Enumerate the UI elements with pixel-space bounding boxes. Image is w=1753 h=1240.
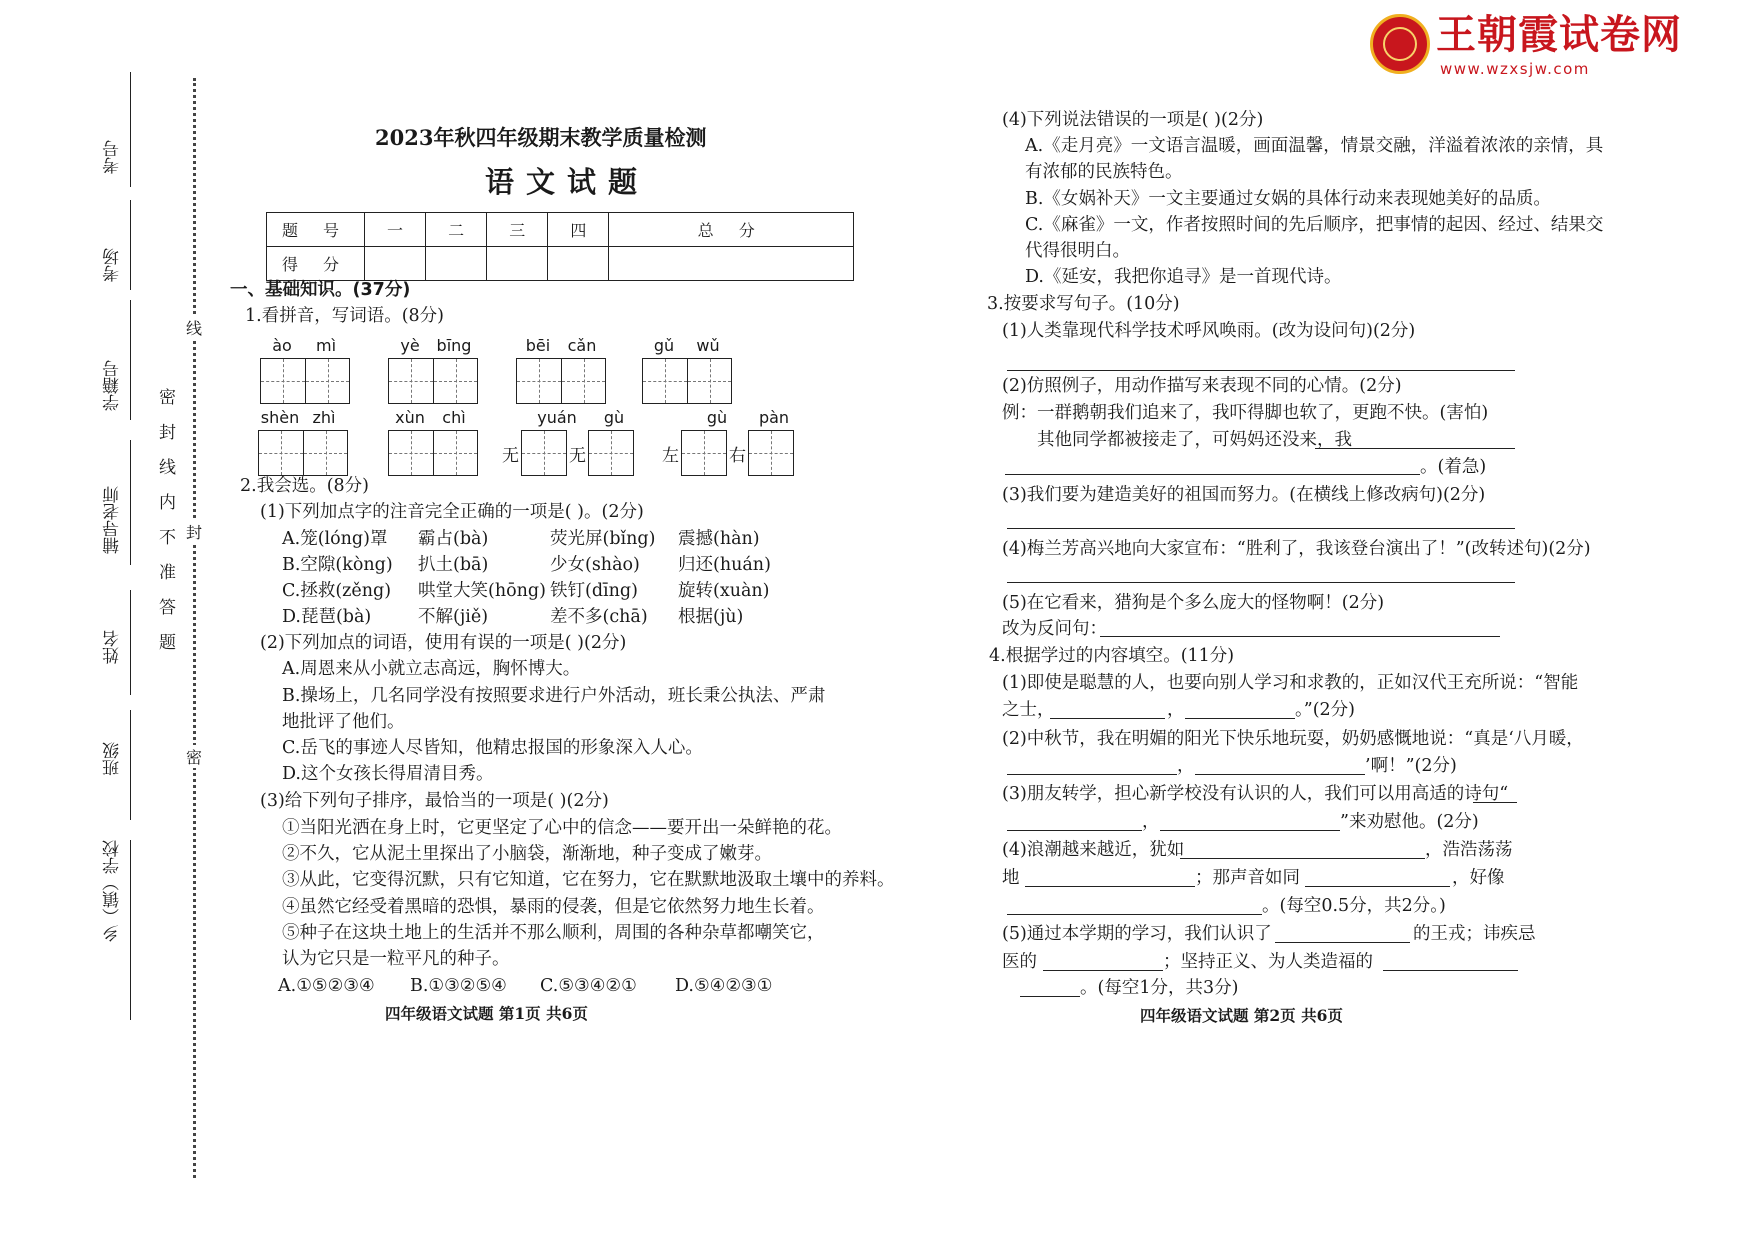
pinyin-item: yuán gù 无 无 [500,408,636,476]
writing-box[interactable] [259,431,303,475]
blank-text: ；坚持正义、为人类造福的 [1163,952,1373,972]
blank-text: 。”(2分) [1295,700,1355,720]
option-text: 代得很明白。 [1025,241,1130,261]
question-4-3: (3)朋友转学，担心新学校没有认识的人，我们可以用高适的诗句“ [1002,784,1509,804]
sentence-line: ②不久，它从泥土里探出了小脑袋，渐渐地，种子变成了嫩芽。 [282,844,772,864]
writing-box[interactable] [682,431,726,475]
blank-text: 之士， [1002,700,1055,720]
field-exam-room: 考场 [103,248,123,282]
blank-text: ’啊！”(2分) [1365,756,1457,776]
blank-text: ，浩浩荡荡 [1425,840,1513,860]
blank-text: 医的 [1002,952,1037,972]
option-text: 根据(jù) [678,607,744,627]
sentence-line: ①当阳光洒在身上时，它更坚定了心中的信念——要开出一朵鲜艳的花。 [282,818,842,838]
seal-mark-close: 密 [186,745,202,768]
task-text: 改为反问句： [1002,619,1107,639]
writing-box[interactable] [517,359,561,403]
subject-title: 语文试题 [485,165,650,199]
answer-line[interactable] [1007,370,1515,371]
field-school: 乡（镇）学校 [103,840,123,942]
option-text: 少女(shào) [550,555,640,575]
question-4: 4.根据学过的内容填空。(11分) [989,646,1235,666]
pinyin-item: xùn chì [388,408,478,476]
answer-line[interactable] [1043,970,1163,971]
field-class: 班级 [103,742,123,776]
sentence-line: ⑤种子在这块土地上的生活并不那么顺利，周围的各种杂草都嘲笑它， [282,923,825,943]
writing-box[interactable] [687,359,731,403]
option-text: 不解(jiě) [418,607,489,627]
score-table-header-row: 题 号 一 二 三 四 总 分 [267,213,854,247]
writing-box[interactable] [305,359,349,403]
seal-mark-line: 线 [186,316,202,339]
option-text: B.空隙(kòng) [282,555,393,575]
question-1: 1.看拼音，写词语。(8分) [245,306,444,326]
option-text: D.这个女孩长得眉清目秀。 [282,764,494,784]
answer-line[interactable] [1007,914,1262,915]
writing-box[interactable] [389,359,433,403]
answer-line[interactable] [1160,830,1340,831]
seal-dotted-line [193,78,196,1178]
pinyin-item: bēi cǎn [516,336,606,404]
question-2-1: (1)下列加点字的注音完全正确的一项是( )。(2分) [260,502,644,522]
field-name: 姓名 [103,630,123,664]
blank-text: 。(每空0.5分，共2分。) [1262,896,1446,916]
blank-text: 。(每空1分，共3分) [1080,978,1239,998]
option-text: B.①③②⑤④ [410,976,507,996]
pinyin-item: yè bīng [388,336,478,404]
answer-line[interactable] [1007,582,1515,583]
option-text: A.笼(lóng)罩 [282,529,388,549]
writing-box[interactable] [303,431,347,475]
blank-text: ， [1177,756,1195,776]
option-text: 旋转(xuàn) [678,581,770,601]
answer-line[interactable] [1305,886,1450,887]
option-text: C.《麻雀》一文，作者按照时间的先后顺序，把事情的起因、经过、结果交 [1025,215,1604,235]
question-4-4: (4)浪潮越来越近，犹如 [1002,840,1185,860]
option-text: 铁钉(dīng) [550,581,638,601]
writing-box[interactable] [522,431,566,475]
pinyin-item: ào mì [260,336,350,404]
answer-line[interactable] [1473,802,1517,803]
writing-box[interactable] [433,359,477,403]
writing-box[interactable] [643,359,687,403]
question-3-1: (1)人类靠现代科学技术呼风唤雨。(改为设问句)(2分) [1002,321,1416,341]
option-text: B.《女娲补天》一文主要通过女娲的具体行动来表现她美好的品质。 [1025,189,1551,209]
answer-line[interactable] [1315,448,1515,449]
score-cell[interactable] [548,247,609,281]
section-1-heading: 一、基础知识。(37分) [230,280,411,300]
blank-text: ；那声音如同 [1195,868,1300,888]
answer-line[interactable] [1005,474,1420,475]
question-3-4: (4)梅兰芳高兴地向大家宣布：“胜利了，我该登台演出了！”(改转述句)(2分) [1002,539,1591,559]
score-cell[interactable] [426,247,487,281]
option-text: A.周恩来从小就立志高远，胸怀博大。 [282,659,581,679]
option-text: 哄堂大笑(hōng) [418,581,546,601]
question-2-3: (3)给下列句子排序，最恰当的一项是( )(2分) [260,791,609,811]
option-text: 归还(huán) [678,555,771,575]
field-student-id: 学籍号 [103,360,123,411]
answer-line[interactable] [1020,996,1080,997]
answer-line[interactable] [1195,774,1365,775]
task-end-text: 。(着急) [1420,457,1487,477]
blank-text: ”来劝慰他。(2分) [1340,812,1479,832]
answer-line[interactable] [1007,774,1177,775]
score-cell[interactable] [365,247,426,281]
sentence-line: ③从此，它变得沉默，只有它知道，它在努力，它在默默地汲取土壤中的养料。 [282,870,895,890]
option-text: 扒土(bā) [418,555,489,575]
field-tutor: 辅导老师 [103,486,123,554]
question-3-2: (2)仿照例子，用动作描写来表现不同的心情。(2分) [1002,376,1402,396]
answer-line[interactable] [1025,886,1195,887]
question-4-1: (1)即使是聪慧的人，也要向别人学习和求教的，正如汉代王充所说：“智能 [1002,673,1579,693]
option-text: C.拯救(zěng) [282,581,392,601]
example-text: 例：一群鹅朝我们追来了，我吓得脚也软了，更跑不快。(害怕) [1002,403,1489,423]
pinyin-item: gǔ wǔ [642,336,732,404]
writing-box[interactable] [561,359,605,403]
question-4-5: (5)通过本学期的学习，我们认识了 [1002,924,1272,944]
sentence-line: ④虽然它经受着黑暗的恐惧，暴雨的侵袭，但是它依然努力地生长着。 [282,897,825,917]
option-text: C.岳飞的事迹人尽皆知，他精忠报国的形象深入人心。 [282,738,703,758]
score-table-score-row: 得 分 [267,247,854,281]
writing-box[interactable] [433,431,477,475]
logo-emblem-icon [1370,14,1430,74]
score-cell[interactable] [487,247,548,281]
field-exam-number: 考号 [103,140,123,174]
option-text: A.①⑤②③④ [278,976,375,996]
logo-name: 王朝霞试卷网 [1436,12,1682,58]
page-footer: 四年级语文试题 第1页 共6页 [385,1004,588,1023]
score-cell[interactable] [609,247,854,281]
question-3-3: (3)我们要为建造美好的祖国而努力。(在横线上修改病句)(2分) [1002,485,1486,505]
option-text: A.《走月亮》一文语言温暖，画面温馨，情景交融，洋溢着浓浓的亲情，具 [1025,136,1604,156]
seal-mark-seal: 封 [186,520,202,543]
option-text: 差不多(chā) [550,607,648,627]
task-text: 其他同学都被接走了，可妈妈还没来，我 [1037,430,1352,450]
writing-box[interactable] [749,431,793,475]
option-text: C.⑤③④②① [540,976,637,996]
answer-line[interactable] [1275,942,1410,943]
option-text: B.操场上，几名同学没有按照要求进行户外活动，班长秉公执法、严肃 [282,686,826,706]
option-text: 地批评了他们。 [282,712,405,732]
question-2: 2.我会选。(8分) [240,476,369,496]
option-text: D.⑤④②③① [675,976,773,996]
option-text: 有浓郁的民族特色。 [1025,162,1183,182]
option-text: 荧光屏(bǐng) [550,529,656,549]
blank-text: 地 [1002,868,1020,888]
exam-title: 2023年秋四年级期末教学质量检测 [375,125,707,150]
option-text: D.琵琶(bà) [282,607,372,627]
score-table [266,212,854,281]
answer-line[interactable] [1007,528,1515,529]
writing-box[interactable] [389,431,433,475]
site-logo [1370,12,1680,78]
answer-line[interactable] [1050,718,1165,719]
question-2-2: (2)下列加点的词语，使用有误的一项是( )(2分) [260,633,627,653]
pinyin-item: shèn zhì [258,408,348,476]
blank-text: ， [1167,700,1185,720]
writing-box[interactable] [261,359,305,403]
binding-margin [0,0,210,1240]
answer-line[interactable] [1180,858,1425,859]
question-3: 3.按要求写句子。(10分) [987,294,1180,314]
sentence-line: 认为它只是一粒平凡的种子。 [282,949,510,969]
pinyin-item: gù pàn 左 右 [660,408,796,476]
blank-text: 的王戎；讳疾忌 [1413,924,1536,944]
blank-text: ， [1142,812,1160,832]
question-4-2: (2)中秋节，我在明媚的阳光下快乐地玩耍，奶奶感慨地说：“真是‘八月暖， [1002,729,1584,749]
question-3-5: (5)在它看来，猎狗是个多么庞大的怪物啊！(2分) [1002,593,1385,613]
logo-url: www.wzxsjw.com [1440,60,1590,78]
blank-text: ，好像 [1452,868,1505,888]
answer-line[interactable] [1185,718,1295,719]
question-2-4: (4)下列说法错误的一项是( )(2分) [1002,110,1264,130]
option-text: 震撼(hàn) [678,529,760,549]
answer-line[interactable] [1100,636,1500,637]
option-text: D.《延安，我把你追寻》是一首现代诗。 [1025,267,1342,287]
option-text: 霸占(bà) [418,529,489,549]
page-footer: 四年级语文试题 第2页 共6页 [1140,1006,1343,1025]
answer-line[interactable] [1007,830,1142,831]
answer-line[interactable] [1383,970,1518,971]
seal-note: 密封线内不准答题 [155,388,175,668]
writing-box[interactable] [589,431,633,475]
